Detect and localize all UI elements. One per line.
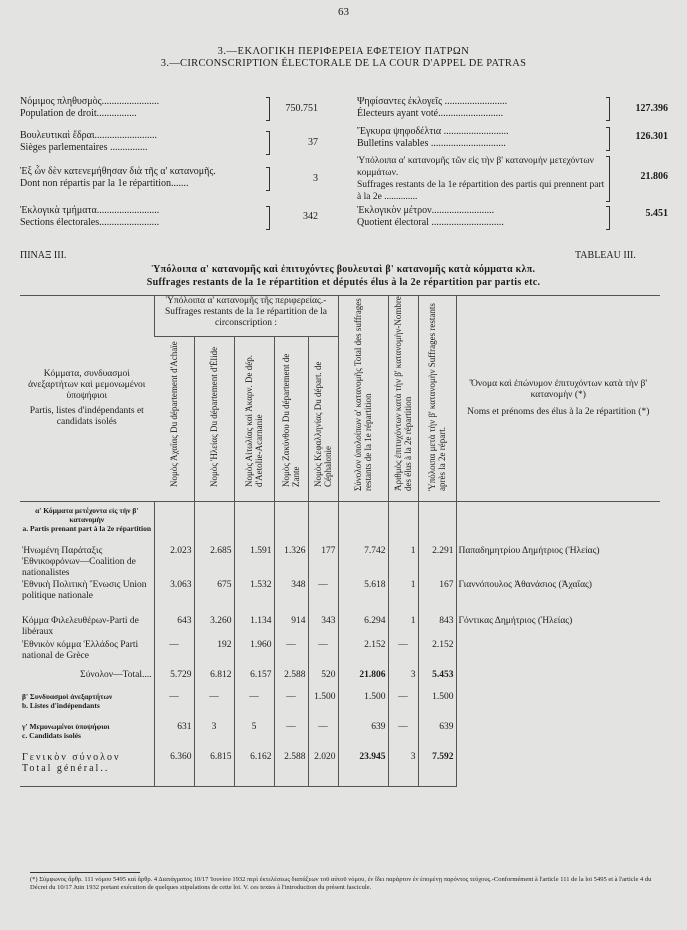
summary-left-2-value: 3: [313, 173, 318, 184]
dept-achaia-header: Νομὸς Ἀχαΐας Du département d'Achaïe: [154, 337, 194, 502]
summary-right-1-value: 126.301: [635, 131, 668, 142]
dept-elis-header: Νομὸς Ἠλείας Du département d'Élide: [194, 337, 234, 502]
footnote: (*) Σύμφωνος ἄρθρ. 111 νόμου 5495 καὶ ἄρθρ. 4 Διατάγματος 10/17 Ἰουνίου 1932 περὶ ἐκτελέσεως διατάξεων τοῦ αὐτοῦ νόμου, ἐν ἴδει παράρτον ἐν ἐπομένῃ παρόντος τεύχους.-Conformément à l'article 111 de la loi 5495 et à l'article 4 du Décret du 10/17 Juin 1932 portant exécution de quelques stipulations de cette loi. V. ces textes à l'introduction du présent fascicule.: [30, 876, 652, 891]
total-header: Σύνολον ὑπολοίπων α' κατανομῆς Total des suffrages restants de la 1e répartition: [338, 296, 388, 502]
summary-left-0: Νόμιμος πληθυσμὸς....................... Population de droit................: [20, 96, 160, 119]
summary-left-1-value: 37: [308, 137, 318, 148]
summary-right-0-value: 127.396: [635, 103, 668, 114]
table-label-french: TABLEAU III.: [575, 250, 636, 261]
elected-header: Ὄνομα καὶ ἐπώνυμον ἐπιτυχόντων κατὰ τὴν β' κατανομὴν (*) Noms et prénoms des élus à la 2e répartition (*): [456, 296, 660, 502]
summary-right-0: Ψηφίσαντες ἐκλογεῖς ......................... Électeurs ayant voté..........................: [357, 96, 508, 119]
heading-french: 3.—CIRCONSCRIPTION ÉLECTORALE DE LA COUR D'APPEL DE PATRAS: [160, 58, 527, 69]
summary-right-3: Ἐκλογικὸν μέτρον......................... Quotient électoral .............................: [357, 205, 504, 228]
table-title-greek: Ὑπόλοιπα α' κατανομῆς καὶ ἐπιτυχόντες βουλευταὶ β' κατανομῆς κατὰ κόμματα κλπ.: [151, 264, 536, 275]
section-b-row: β' Συνδυασμοὶ ἀνεξαρτήτων b. Listes d'indépendants — — — — 1.500 1.500 — 1.500: [20, 692, 660, 722]
section-c-row: γ' Μεμονωμένοι ὑποψήφιοι c. Candidats isolés 631 3 5 — — 639 — 639: [20, 722, 660, 752]
summary-left-1: Βουλευτικαὶ ἕδραι......................... Sièges parlementaires ...............: [20, 130, 158, 153]
dept-cephalonia-header: Νομὸς Κεφαλληνίας Du départ. de Céphalonie: [308, 337, 338, 502]
remain-header: Ὑπόλοιπα μετὰ τὴν β' κατανομὴν Suffrages restants après la 2e répart.: [418, 296, 456, 502]
heading-greek: 3.—ΕΚΛΟΓΙΚΗ ΠΕΡΙΦΕΡΕΙΑ ΕΦΕΤΕΙΟΥ ΠΑΤΡΩΝ: [217, 46, 470, 57]
party-header: Κόμματα, συνδυασμοὶ ἀνεξαρτήτων καὶ μεμονωμένοι ὑποψήφιοι Partis, listes d'indépendants et candidats isolés: [20, 296, 154, 502]
summary-right-3-value: 5.451: [645, 208, 668, 219]
summary-left-3: Ἐκλογικὰ τμήματα......................... Sections électorales........................: [20, 205, 160, 228]
grand-total-row: Γενικὸν σύνολον Total général.. 6.360 6.815 6.162 2.588 2.020 23.945 3 7.592: [20, 752, 660, 786]
summary-right-1: Ἔγκυρα ψηφοδέλτια .......................... Bulletins valables ..............................: [357, 126, 509, 149]
summary-right-2-value: 21.806: [640, 171, 668, 182]
section-a-row: α' Κόμματα μετέχοντα εἰς τὴν β' κατανομὴν a. Partis prenant part à la 2e répartition: [20, 502, 660, 547]
table-title-french: Suffrages restants de la 1e répartition et députés élus à la 2e répartition par partis etc.: [146, 277, 541, 288]
table-row: Ἐθνικὴ Πολιτικὴ Ἕνωσις Union politique nationale 3.063 675 1.532 348 — 5.618 1 167 Γιαννόπουλος Ἀθανάσιος (Ἀχαΐας): [20, 580, 660, 616]
summary-left-2: Ἐξ ὧν δὲν κατενεμήθησαν διὰ τῆς α' κατανομῆς. Dont non répartis par la 1e répartition.......: [20, 166, 216, 189]
subtotal-row: Σύνολον—Total.... 5.729 6.812 6.157 2.588 520 21.806 3 5.453: [20, 670, 660, 692]
page-number: 63: [338, 6, 349, 18]
summary-left-3-value: 342: [303, 211, 318, 222]
seats-header: Ἀριθμὸς ἐπιτυχόντων κατὰ τὴν β' κατανομὴν-Nombre des élus à la 2e répartition: [388, 296, 418, 502]
results-table: [20, 295, 660, 787]
table-label-greek: ΠΙΝΑΞ ΙΙΙ.: [20, 250, 67, 261]
dept-zante-header: Νομὸς Ζακύνθου Du département de Zante: [274, 337, 308, 502]
table-row: Ἡνωμένη Παράταξις Ἐθνικοφρόνων—Coalition de nationalistes 2.023 2.685 1.591 1.326 177 7.742 1 2.291 Παπαδημητρίου Δημήτριος (Ἠλείας): [20, 546, 660, 580]
summary-right-2: Ὑπόλοιπα α' κατανομῆς τῶν εἰς τὴν β' κατανομὴν μετεχόντων κομμάτων. Suffrages restants de la 1e répartition des partis qui prennent part à la 2e ..............: [357, 156, 605, 202]
table-row: Ἐθνικὸν κόμμα Ἑλλάδος Parti national de Grèce — 192 1.960 — — 2.152 — 2.152: [20, 640, 660, 670]
table-row: Κόμμα Φιλελευθέρων-Parti de libéraux 643 3.260 1.134 914 343 6.294 1 843 Γόντικας Δημήτριος (Ἠλείας): [20, 616, 660, 640]
summary-left-0-value: 750.751: [285, 103, 318, 114]
footnote-rule: [30, 872, 140, 873]
dept-aetolia-header: Νομὸς Αἰτωλίας καὶ Ἀκαρν. De dép. d'Aetolie-Acarnanie: [234, 337, 274, 502]
districts-group-header: Ὑπόλοιπα α' κατανομῆς τῆς περιφερείας.-Suffrages restants de la 1e répartition de la circonscription :: [154, 296, 338, 337]
